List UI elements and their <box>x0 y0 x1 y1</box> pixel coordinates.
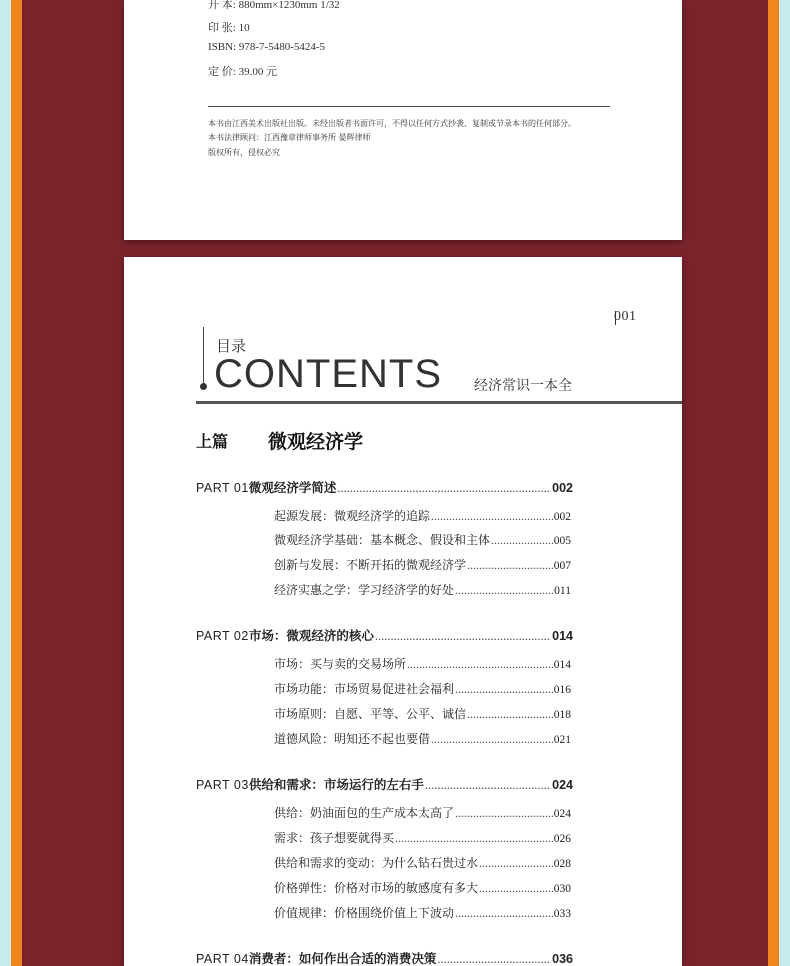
copyright-divider <box>208 106 610 107</box>
section-title: 价格弹性：价格对市场的敏感度有多大 <box>274 881 479 895</box>
leader-dots <box>467 558 553 573</box>
section-page: 030 <box>553 883 571 895</box>
section-page: 011 <box>554 585 571 597</box>
price-value: 39.00 元 <box>238 66 278 78</box>
section-title: 供给：奶油面包的生产成本太高了 <box>274 806 455 820</box>
section-title: 微观经济学基础：基本概念、假设和主体 <box>274 533 491 547</box>
chapter-title: 市场：微观经济的核心 <box>248 628 374 643</box>
leader-dots <box>455 682 553 697</box>
page-number: 001 <box>614 309 637 324</box>
leader-dots <box>437 952 551 966</box>
copyright-line-price <box>208 63 277 79</box>
chapter-part-number: PART 01 <box>196 481 249 495</box>
leader-dots <box>491 533 553 548</box>
chapter-page: 002 <box>552 481 573 495</box>
contents-heading-en: CONTENTS <box>214 352 442 396</box>
toc-section[interactable] <box>274 531 571 548</box>
leader-dots <box>455 583 553 598</box>
chapter-part-number: PART 04 <box>196 952 249 966</box>
sheets-value: 10 <box>238 22 250 34</box>
leader-dots <box>479 881 553 896</box>
toc-section[interactable] <box>274 904 571 921</box>
toc-chapter-02[interactable] <box>196 626 573 644</box>
toc-section[interactable] <box>274 705 571 722</box>
chapter-page: 014 <box>552 629 573 643</box>
copyright-page <box>124 0 682 240</box>
section-page: 026 <box>553 833 571 845</box>
toc-section[interactable] <box>274 507 571 524</box>
toc-section[interactable] <box>274 854 571 871</box>
section-title: 市场原则：自愿、平等、公平、诚信 <box>274 707 467 721</box>
copyright-notice: 本书由江西美术出版社出版。未经出版者书面许可，不得以任何方式抄袭、复制或节录本书的任何部分。 <box>208 119 576 128</box>
leader-dots <box>375 629 551 644</box>
isbn-value: 978-7-5480-5424-5 <box>238 41 326 53</box>
chapter-page: 036 <box>552 952 573 966</box>
section-title: 经济实惠之学：学习经济学的好处 <box>274 583 455 597</box>
section-page: 005 <box>553 535 571 547</box>
copyright-line-format <box>208 0 340 12</box>
section-title: 价值规律：价格围绕价值上下波动 <box>274 906 455 920</box>
toc-chapter-01[interactable] <box>196 478 573 496</box>
legal-counsel-note: 本书法律顾问：江西豫章律师事务所 晏辉律师 <box>208 133 371 142</box>
leader-dots <box>407 657 553 672</box>
leader-dots <box>455 806 553 821</box>
heading-dot <box>200 383 207 390</box>
toc-section[interactable] <box>274 730 571 747</box>
isbn-label: ISBN: <box>208 41 237 53</box>
toc-chapter-03[interactable] <box>196 775 573 793</box>
heading-rule <box>196 401 682 404</box>
copyright-line-sheets <box>208 19 250 35</box>
leader-dots <box>479 856 553 871</box>
leader-dots <box>395 831 553 846</box>
part-label: 上篇 <box>196 432 229 451</box>
leader-dots <box>337 481 551 496</box>
toc-section[interactable] <box>274 556 571 573</box>
leader-dots <box>467 707 553 722</box>
section-page: 021 <box>553 734 571 746</box>
chapter-page: 024 <box>552 778 573 792</box>
section-page: 024 <box>553 808 571 820</box>
section-page: 018 <box>553 709 571 721</box>
leader-dots <box>425 778 551 793</box>
contents-page <box>124 257 682 966</box>
format-value: 880mm×1230mm 1/32 <box>238 0 340 11</box>
leader-dots <box>431 509 553 524</box>
section-page: 007 <box>553 560 571 572</box>
toc-chapter-04[interactable] <box>196 949 573 966</box>
part-title: 微观经济学 <box>268 431 364 453</box>
book-title: 经济常识一本全 <box>474 378 572 394</box>
chapter-title: 消费者：如何作出合适的消费决策 <box>248 951 437 966</box>
leader-dots <box>431 732 553 747</box>
section-page: 016 <box>553 684 571 696</box>
toc-section[interactable] <box>274 829 571 846</box>
toc-section[interactable] <box>274 680 571 697</box>
section-page: 033 <box>553 908 571 920</box>
toc-section[interactable] <box>274 879 571 896</box>
chapter-part-number: PART 03 <box>196 778 249 792</box>
price-label: 定 价: <box>208 66 236 78</box>
heading-vertical-line <box>203 327 204 387</box>
toc-section[interactable] <box>274 581 571 598</box>
rights-reserved-note: 版权所有，侵权必究 <box>208 148 280 157</box>
section-title: 供给和需求的变动：为什么钻石贵过水 <box>274 856 479 870</box>
section-page: 028 <box>553 858 571 870</box>
leader-dots <box>455 906 553 921</box>
toc-section[interactable] <box>274 655 571 672</box>
chapter-title: 微观经济学简述 <box>248 480 337 495</box>
section-page: 002 <box>553 511 571 523</box>
chapter-part-number: PART 02 <box>196 629 249 643</box>
format-label: 开 本: <box>208 0 236 11</box>
section-title: 道德风险：明知还不起也要借 <box>274 732 431 746</box>
contents-heading-cn: 目录 <box>216 337 247 355</box>
copyright-line-isbn <box>208 41 325 53</box>
section-title: 起源发展：微观经济学的追踪 <box>274 509 431 523</box>
toc-section[interactable] <box>274 804 571 821</box>
section-title: 市场：买与卖的交易场所 <box>274 657 407 671</box>
section-title: 创新与发展：不断开拓的微观经济学 <box>274 558 467 572</box>
section-title: 市场功能：市场贸易促进社会福利 <box>274 682 455 696</box>
section-page: 014 <box>553 659 571 671</box>
chapter-title: 供给和需求：市场运行的左右手 <box>248 777 424 792</box>
section-title: 需求：孩子想要就得买 <box>274 831 395 845</box>
sheets-label: 印 张: <box>208 22 236 34</box>
